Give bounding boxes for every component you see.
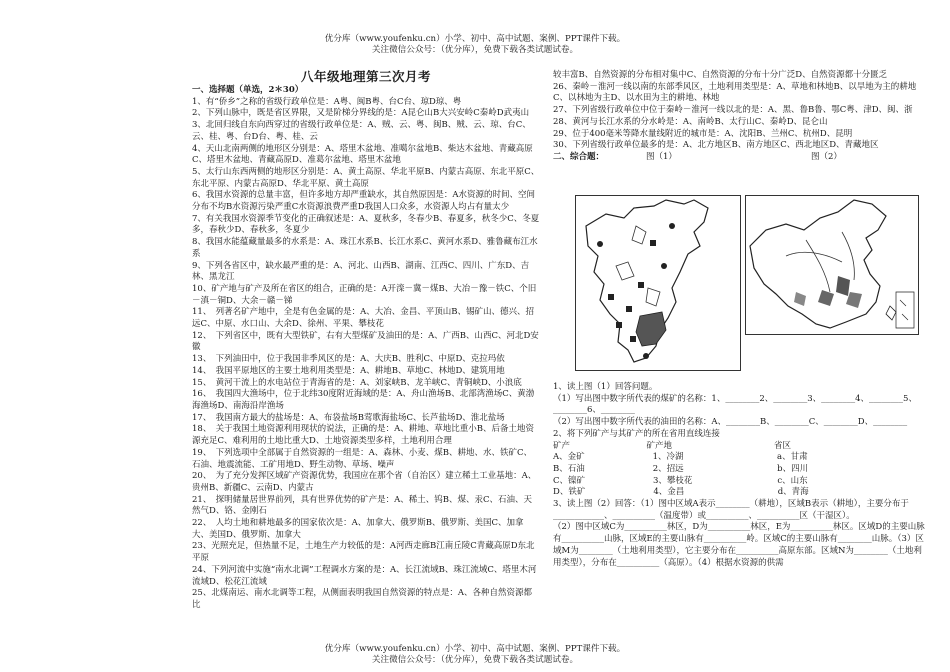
question-item-19: 19、 下列选项中全部属于自然资源的一组是：A、森林、小麦、煤B、耕地、水、铁矿C、石油、地震流能、工矿用地D、野生动物、草场、噪声 — [192, 447, 532, 470]
coal-mine-marker-5 — [616, 322, 622, 328]
comprehensive-item-4: 2、将下列矿产与其矿产的所在省用直线连接 — [553, 428, 720, 439]
comprehensive-question-list — [553, 382, 925, 569]
question-item-15: 15、 黄河干流上的水电站位于青海省的是：A、刘家峡B、龙羊峡C、青铜峡D、小浪底 — [192, 377, 522, 388]
comprehensive-item-11: （2）图中区域C为__________林区，D为__________林区，E为__________林区。区域D的主要山脉有__________山脉，区域E的主要山脉有__________岭。区域C的主要山脉有________山脉。（3）区域M为________（土地利用类型），它主要分布在__________高原东部。区域N为________（土地利用类型），分布在__________（高原）。（4）根据水资源的供需 — [553, 522, 925, 568]
question-item-12: 12、 下列省区中，既有大型铁矿，右有大型煤矿及油田的是：A、广西B、山西C、河北D安徽 — [192, 330, 539, 353]
shaded-region — [636, 312, 666, 346]
question-item-23: 23、光照充足，但热量不足，土地生产力较低的是：A河西走廊B江南丘陵C青藏高原D东北平原 — [192, 541, 535, 564]
exam-title: 八年级地理第三次月考 — [300, 69, 431, 84]
map-2-drawing — [746, 196, 918, 334]
oil-field-marker-c — [597, 241, 603, 247]
coal-mine-marker-6 — [630, 336, 636, 342]
comprehensive-item-1: 1、读上图（1）回答问题。 — [553, 382, 658, 392]
comprehensive-item-6: A、金矿 1、冷湖 a、甘肃 — [553, 452, 808, 463]
choice-question-list — [192, 97, 540, 612]
question-item-8: 8、我国水能蕴藏量最多的水系是：A、珠江水系B、长江水系C、黄河水系D、雅鲁藏布江水系 — [192, 237, 538, 259]
question-item-16: 16、 我国四大渔场中，位于北纬30度附近海域的是：A、舟山渔场B、北部湾渔场C、黄渤海渔场D、南海沿岸渔场 — [192, 389, 535, 411]
question-item-right-6: 30、下列省级行政单位最多的是：A、北方地区B、南方地区C、西北地区D、青藏地区 — [553, 140, 879, 151]
comprehensive-item-10: 3、读上图（2）回答：（1）图中区域A表示________（耕地），区域B表示（耕地），主要分布于____________、__________（温度带）或__________、__________区（干湿区）。 — [553, 499, 909, 521]
question-item-10: 10、矿产地与矿产及所在省区的组合，正确的是：A开滦－冀－煤B、大冶－豫－铁C、个旧－滇－铜D、大余－赣－锑 — [192, 283, 537, 306]
left-column — [192, 69, 540, 612]
page-footer — [0, 644, 950, 666]
footer-line-2: 关注微信公众号：（优分库），免费下载各类试题试卷。 — [371, 655, 579, 665]
oil-field-marker-a — [669, 223, 675, 229]
question-item-20: 20、 为了充分发挥区域矿产资源优势，我国应在那个省（自治区）建立稀土工业基地：A、贵州B、新疆C、云南D、内蒙古 — [192, 471, 537, 493]
question-item-17: 17、 我国南方最大的盐场是：A、布袋盐场B莺歌海盐场C、长芦盐场D、淮北盐场 — [192, 412, 505, 423]
question-item-22: 22、 人均土地和耕地最多的国家依次是：A、加拿大、俄罗斯B、俄罗斯、美国C、加拿大、美国D、俄罗斯、加拿大 — [192, 518, 524, 540]
oil-field-marker-d — [643, 353, 649, 359]
figure-maps — [575, 195, 920, 375]
question-item-14: 14、 我国平原地区的主要土地利用类型是：A、耕地B、草地C、林地D、建筑用地 — [192, 365, 505, 376]
question-item-7: 7、有关我国水资源季节变化的正确叙述是：A、夏秋多，冬春少B、春夏多，秋冬少C、冬夏多，春秋少D、春秋多，冬夏少 — [192, 213, 540, 236]
header-line-2: 关注微信公众号：（优分库），免费下载各类试题试卷。 — [371, 45, 579, 55]
footer-line-1: 优分库（www.youfenku.cn）小学、初中、高中试题、案例、PPT课件下载。 — [324, 644, 626, 654]
comprehensive-item-7: B、石油 2、招远 b、四川 — [553, 463, 809, 474]
question-item-9: 9、下列各省区中，缺水最严重的是：A、河北、山西B、湖南、江西C、四川、广东D、吉林、黑龙江 — [192, 260, 530, 283]
right-column-lower — [553, 382, 925, 569]
oil-field-marker-b — [661, 263, 667, 269]
comprehensive-item-3: （2）写出图中数字所代表的油田的名称：A、________B、________C、________D、________ — [553, 417, 908, 428]
section2-row — [553, 152, 925, 166]
coal-mine-marker-1 — [650, 240, 656, 246]
taiwan-island — [886, 306, 896, 320]
question-item-21: 21、 探明储量居世界前列，具有世界优势的矿产是：A、稀土、钨B、煤、汞C、石油、天然气D、铬、金刚石 — [192, 494, 532, 517]
section-comprehensive-heading: 二、综合题： — [553, 151, 605, 162]
question-item-24: 24、下列河流中实施“南水北调”工程调水方案的是：A、长江流域B、珠江流域C、塔里木河流域D、松花江流域 — [192, 564, 537, 587]
map-2-land-use — [745, 195, 919, 335]
question-item-3: 3、北回归线自东向西穿过的省级行政单位是：A、贼、云、粤、闽B、贼、云、琼、台C、云、桂、粤、台D台、粤、桂、云 — [192, 120, 531, 142]
coal-mine-marker-2 — [638, 282, 644, 288]
section-choice-heading: 一、选择题（单选，2＊30） — [192, 85, 304, 95]
question-item-right-3: 27、下列省级行政单位中位于秦岭－淮河一线以北的是：A、黑、鲁B鲁、鄂C粤、津D、闽、浙 — [553, 105, 913, 116]
question-item-11: 11、 列著名矿产地中，全是有色金属的是：A、大冶、金昌、平顶山B、锡矿山、德兴、招远C、中原、水口山、大余D、徐州、平果、攀枝花 — [192, 307, 534, 330]
coal-mine-marker-3 — [608, 294, 614, 300]
comprehensive-item-8: C、镍矿 3、攀枝花 c、山东 — [553, 475, 808, 486]
question-item-18: 18、 关于我国土地资源利用现状的说法，正确的是：A、耕地、草地比重小B、后备土地资源充足C、难利用的土地比重大D、土地资源类型多样，土地利用合理 — [192, 424, 534, 447]
question-item-25: 25、北煤南运、南水北调等工程，从侧面表明我国自然资源的特点是：A、各种自然资源都比 — [192, 588, 532, 610]
map-1-drawing — [576, 196, 740, 370]
question-item-4: 4、天山北南两侧的地形区分别是：A、塔里木盆地、准噶尔盆地B、柴达木盆地、青藏高原C、塔里木盆地、青藏高原D、准葛尔盆地、塔里木盆地 — [192, 143, 533, 166]
comprehensive-item-2: （1）写出图中数字所代表的煤矿的名称：1、________2、________3、________4、________5、________6、________ — [553, 393, 917, 416]
coal-mine-marker-4 — [626, 306, 632, 312]
question-item-1: 1、有“侨乡”之称的省级行政单位是：A粤、闽B粤、台C台、琼D琼、粤 — [192, 96, 462, 107]
question-item-5: 5、太行山东西两侧的地形区分别是：A、黄土高原、华北平原B、内蒙古高原、东北平原C、东北平原、内蒙古高原D、华北平原、黄土高原 — [192, 166, 540, 189]
question-item-6: 6、我国水资源的总量丰富，但许多地方却严重缺水，其自然原因是：A水资源的时间、空间分布不均B水资源污染严重C水资源浪费严重D我国人口众多，水资源人均占有量太少 — [192, 190, 536, 213]
south-china-sea-inset — [896, 292, 914, 328]
question-item-2: 2、下列山脉中，既是省区界限，又是阶梯分界线的是：A昆仑山B大兴安岭C秦岭D武夷山 — [192, 108, 530, 119]
question-item-right-4: 28、黄河与长江水系的分水岭是：A、南岭B、太行山C、秦岭D、昆仑山 — [553, 116, 828, 127]
comprehensive-item-5: 矿产 矿产地 省区 — [553, 440, 792, 451]
header-line-1: 优分库（www.youfenku.cn）小学、初中、高中试题、案例、PPT课件下载。 — [324, 34, 626, 44]
question-item-right-1: 较丰富B、自然资源的分布相对集中C、自然资源的分布十分广泛D、自然资源都十分匮乏 — [553, 70, 888, 80]
question-item-right-5: 29、位于400毫米等降水量线附近的城市是：A、沈阳B、兰州C、杭州D、昆明 — [553, 128, 853, 139]
choice-question-list-continued — [553, 70, 925, 152]
comprehensive-item-9: D、铁矿 4、金昌 d、青海 — [553, 487, 809, 498]
right-column — [553, 70, 925, 166]
page-header — [0, 34, 950, 56]
china-outline — [750, 200, 886, 328]
question-item-right-2: 26、秦岭－淮河一线以南的东部季风区，土地利用类型是：A、草地和林地B、以旱地为主的耕地C、以林地为主D、以水田为主的耕地、林地 — [553, 81, 917, 104]
map1-label: 图（1） — [646, 151, 677, 162]
map2-label: 图（2） — [811, 151, 842, 162]
question-item-13: 13、 下列油田中，位于我国非季风区的是：A、大庆B、胜利C、中原D、克拉玛依 — [192, 354, 505, 365]
map-1-coal-oil — [575, 195, 741, 371]
